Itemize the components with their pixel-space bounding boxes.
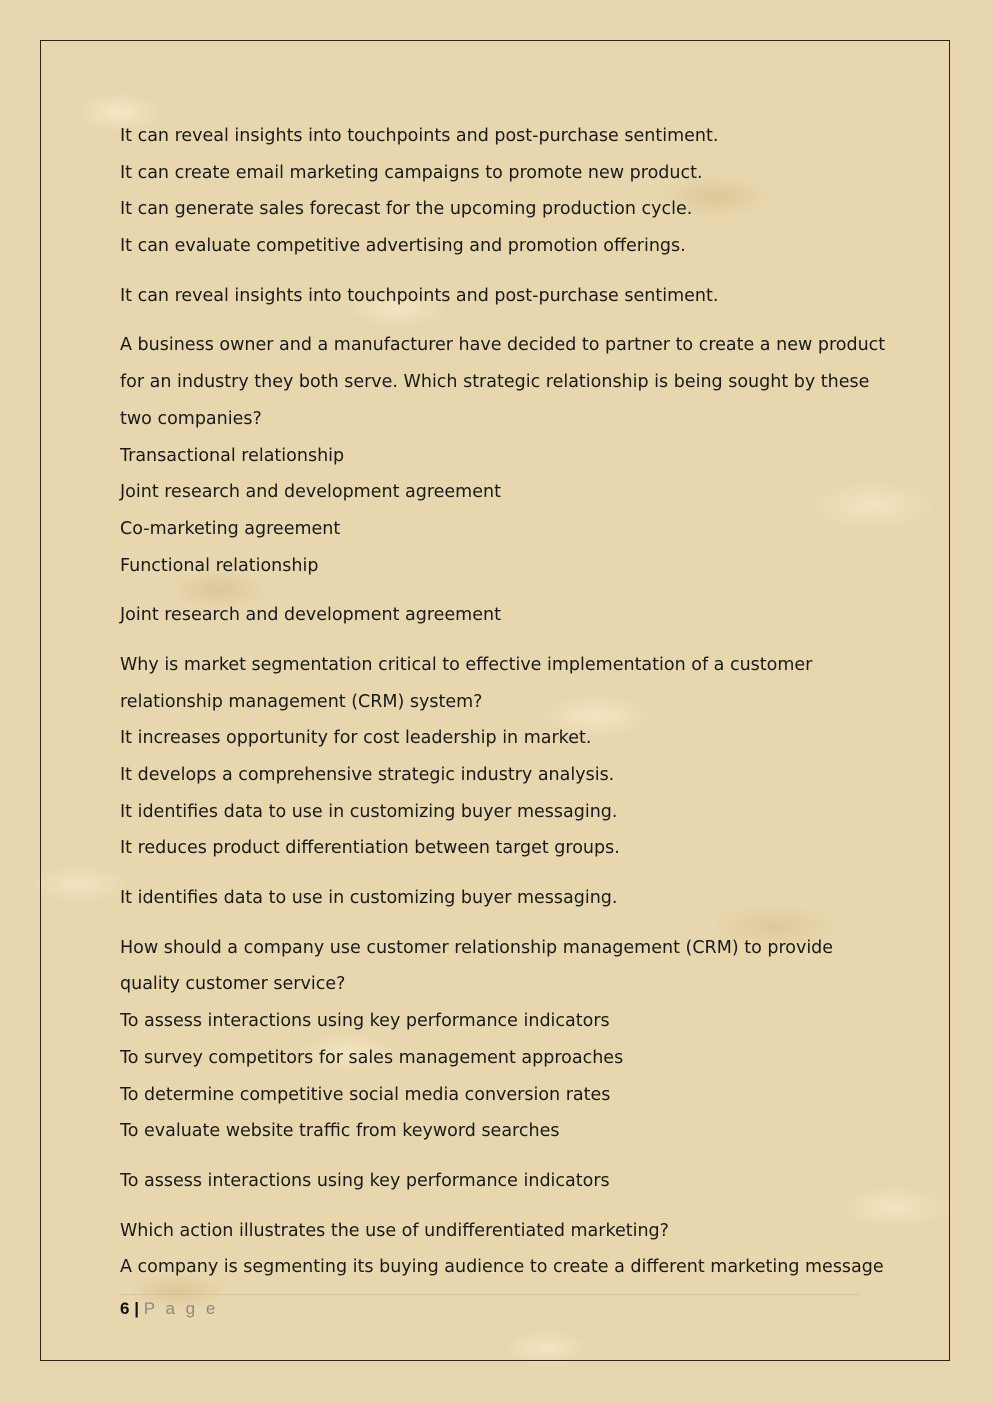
question-line: How should a company use customer relationship management (CRM) to provide [120,937,834,958]
option-line: It increases opportunity for cost leadership in market. [120,728,592,749]
question-line: two companies? [120,408,262,429]
option-line: It reduces product differentiation between target groups. [120,838,620,859]
answer-line: Joint research and development agreement [120,605,501,626]
answer-line: It can reveal insights into touchpoints and post-purchase sentiment. [120,285,719,306]
answer-block [120,278,880,315]
answer-line: To assess interactions using key performance indicators [120,1170,610,1191]
page-label: P a g e [143,1299,219,1318]
question-block [120,930,880,1150]
question-line: Why is market segmentation critical to effective implementation of a customer [120,654,813,675]
answer-block [120,597,880,634]
document-body [120,118,886,1299]
question-block [120,327,886,584]
question-line: Which action illustrates the use of undifferentiated marketing? [120,1220,669,1241]
question-line: for an industry they both serve. Which strategic relationship is being sought by these [120,372,870,393]
question-options-block [120,118,880,265]
option-line: It can reveal insights into touchpoints and post-purchase sentiment. [120,126,719,146]
question-line: A business owner and a manufacturer have decided to partner to create a new product [120,335,886,356]
option-line: To assess interactions using key performance indicators [120,1011,610,1032]
option-line: It can generate sales forecast for the upcoming production cycle. [120,199,693,220]
option-line: It can evaluate competitive advertising and promotion offerings. [120,236,686,257]
option-line: It develops a comprehensive strategic industry analysis. [120,765,615,785]
page-footer [120,1294,860,1323]
option-line: It can create email marketing campaigns to promote new product. [120,162,703,183]
option-line: Co-marketing agreement [120,518,341,539]
option-line: It identifies data to use in customizing buyer messaging. [120,801,618,822]
answer-line: It identifies data to use in customizing buyer messaging. [120,888,618,909]
page-number: 6 [120,1299,130,1318]
answer-block [120,1163,880,1200]
question-line: relationship management (CRM) system? [120,691,483,712]
question-line: quality customer service? [120,974,346,995]
question-block [120,1213,884,1286]
option-line: Functional relationship [120,555,319,576]
option-line: To determine competitive social media conversion rates [120,1084,611,1105]
option-line: Transactional relationship [120,445,345,466]
option-line: Joint research and development agreement [120,482,501,503]
page-separator: | [134,1299,139,1318]
option-line: To survey competitors for sales management approaches [120,1047,624,1068]
option-line: To evaluate website traffic from keyword searches [120,1121,560,1142]
answer-block [120,880,880,917]
question-block [120,647,880,867]
option-line: A company is segmenting its buying audience to create a different marketing message [120,1257,884,1278]
